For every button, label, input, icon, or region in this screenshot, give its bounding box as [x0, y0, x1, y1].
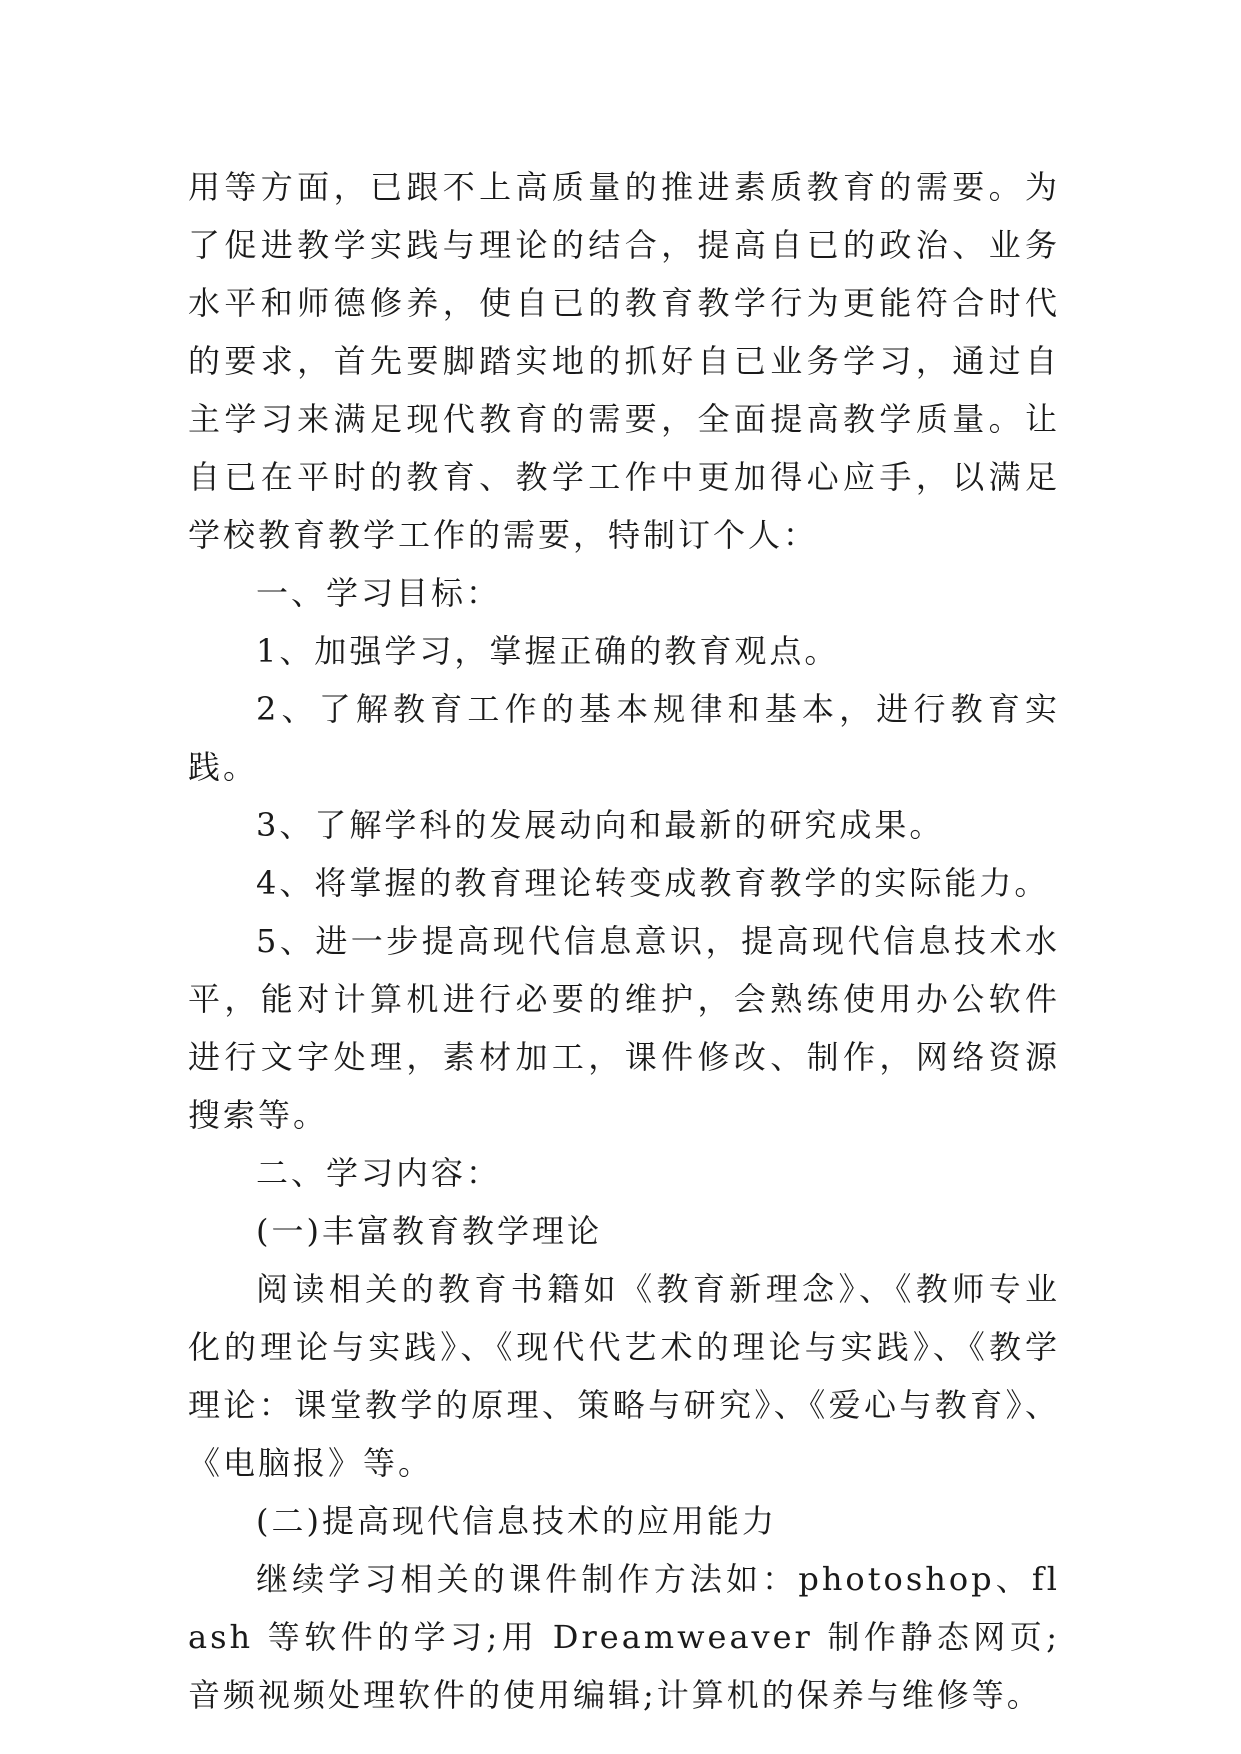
goal-item-3: 3、了解学科的发展动向和最新的研究成果。 — [256, 806, 945, 844]
heading-learning-content: 二、学习内容： — [256, 1154, 502, 1192]
paragraph-software-study: 继续学习相关的课件制作方法如：photoshop、flash 等软件的学习;用 Dreamweaver 制作静态网页;音频视频处理软件的使用编辑;计算机的保养与维修等。 — [188, 1560, 1060, 1714]
paragraph-intro: 用等方面，已跟不上高质量的推进素质教育的需要。为了促进教学实践与理论的结合，提高自已的政治、业务水平和师德修养，使自已的教育教学行为更能符合时代的要求，首先要脚踏实地的抓好自已业务学习，通过自主学习来满足现代教育的需要，全面提高教学质量。让自已在平时的教育、教学工作中更加得心应手，以满足学校教育教学工作的需要，特制订个人： — [188, 168, 1060, 554]
goal-item-4: 4、将掌握的教育理论转变成教育教学的实际能力。 — [256, 864, 1050, 902]
paragraph-reading-list: 阅读相关的教育书籍如《教育新理念》、《教师专业化的理论与实践》、《现代代艺术的理论与实践》、《教学理论：课堂教学的原理、策略与研究》、《爱心与教育》、《电脑报》等。 — [188, 1270, 1060, 1482]
subheading-it-skills: (二)提高现代信息技术的应用能力 — [256, 1502, 777, 1540]
document-body — [188, 158, 1060, 1724]
goal-item-1: 1、加强学习，掌握正确的教育观点。 — [256, 632, 840, 670]
subheading-theory: (一)丰富教育教学理论 — [256, 1212, 602, 1250]
goal-item-5: 5、进一步提高现代信息意识，提高现代信息技术水平，能对计算机进行必要的维护，会熟练使用办公软件进行文字处理，素材加工，课件修改、制作，网络资源搜索等。 — [188, 922, 1060, 1134]
heading-learning-goals: 一、学习目标： — [256, 574, 502, 612]
goal-item-2: 2、了解教育工作的基本规律和基本，进行教育实践。 — [188, 690, 1060, 786]
